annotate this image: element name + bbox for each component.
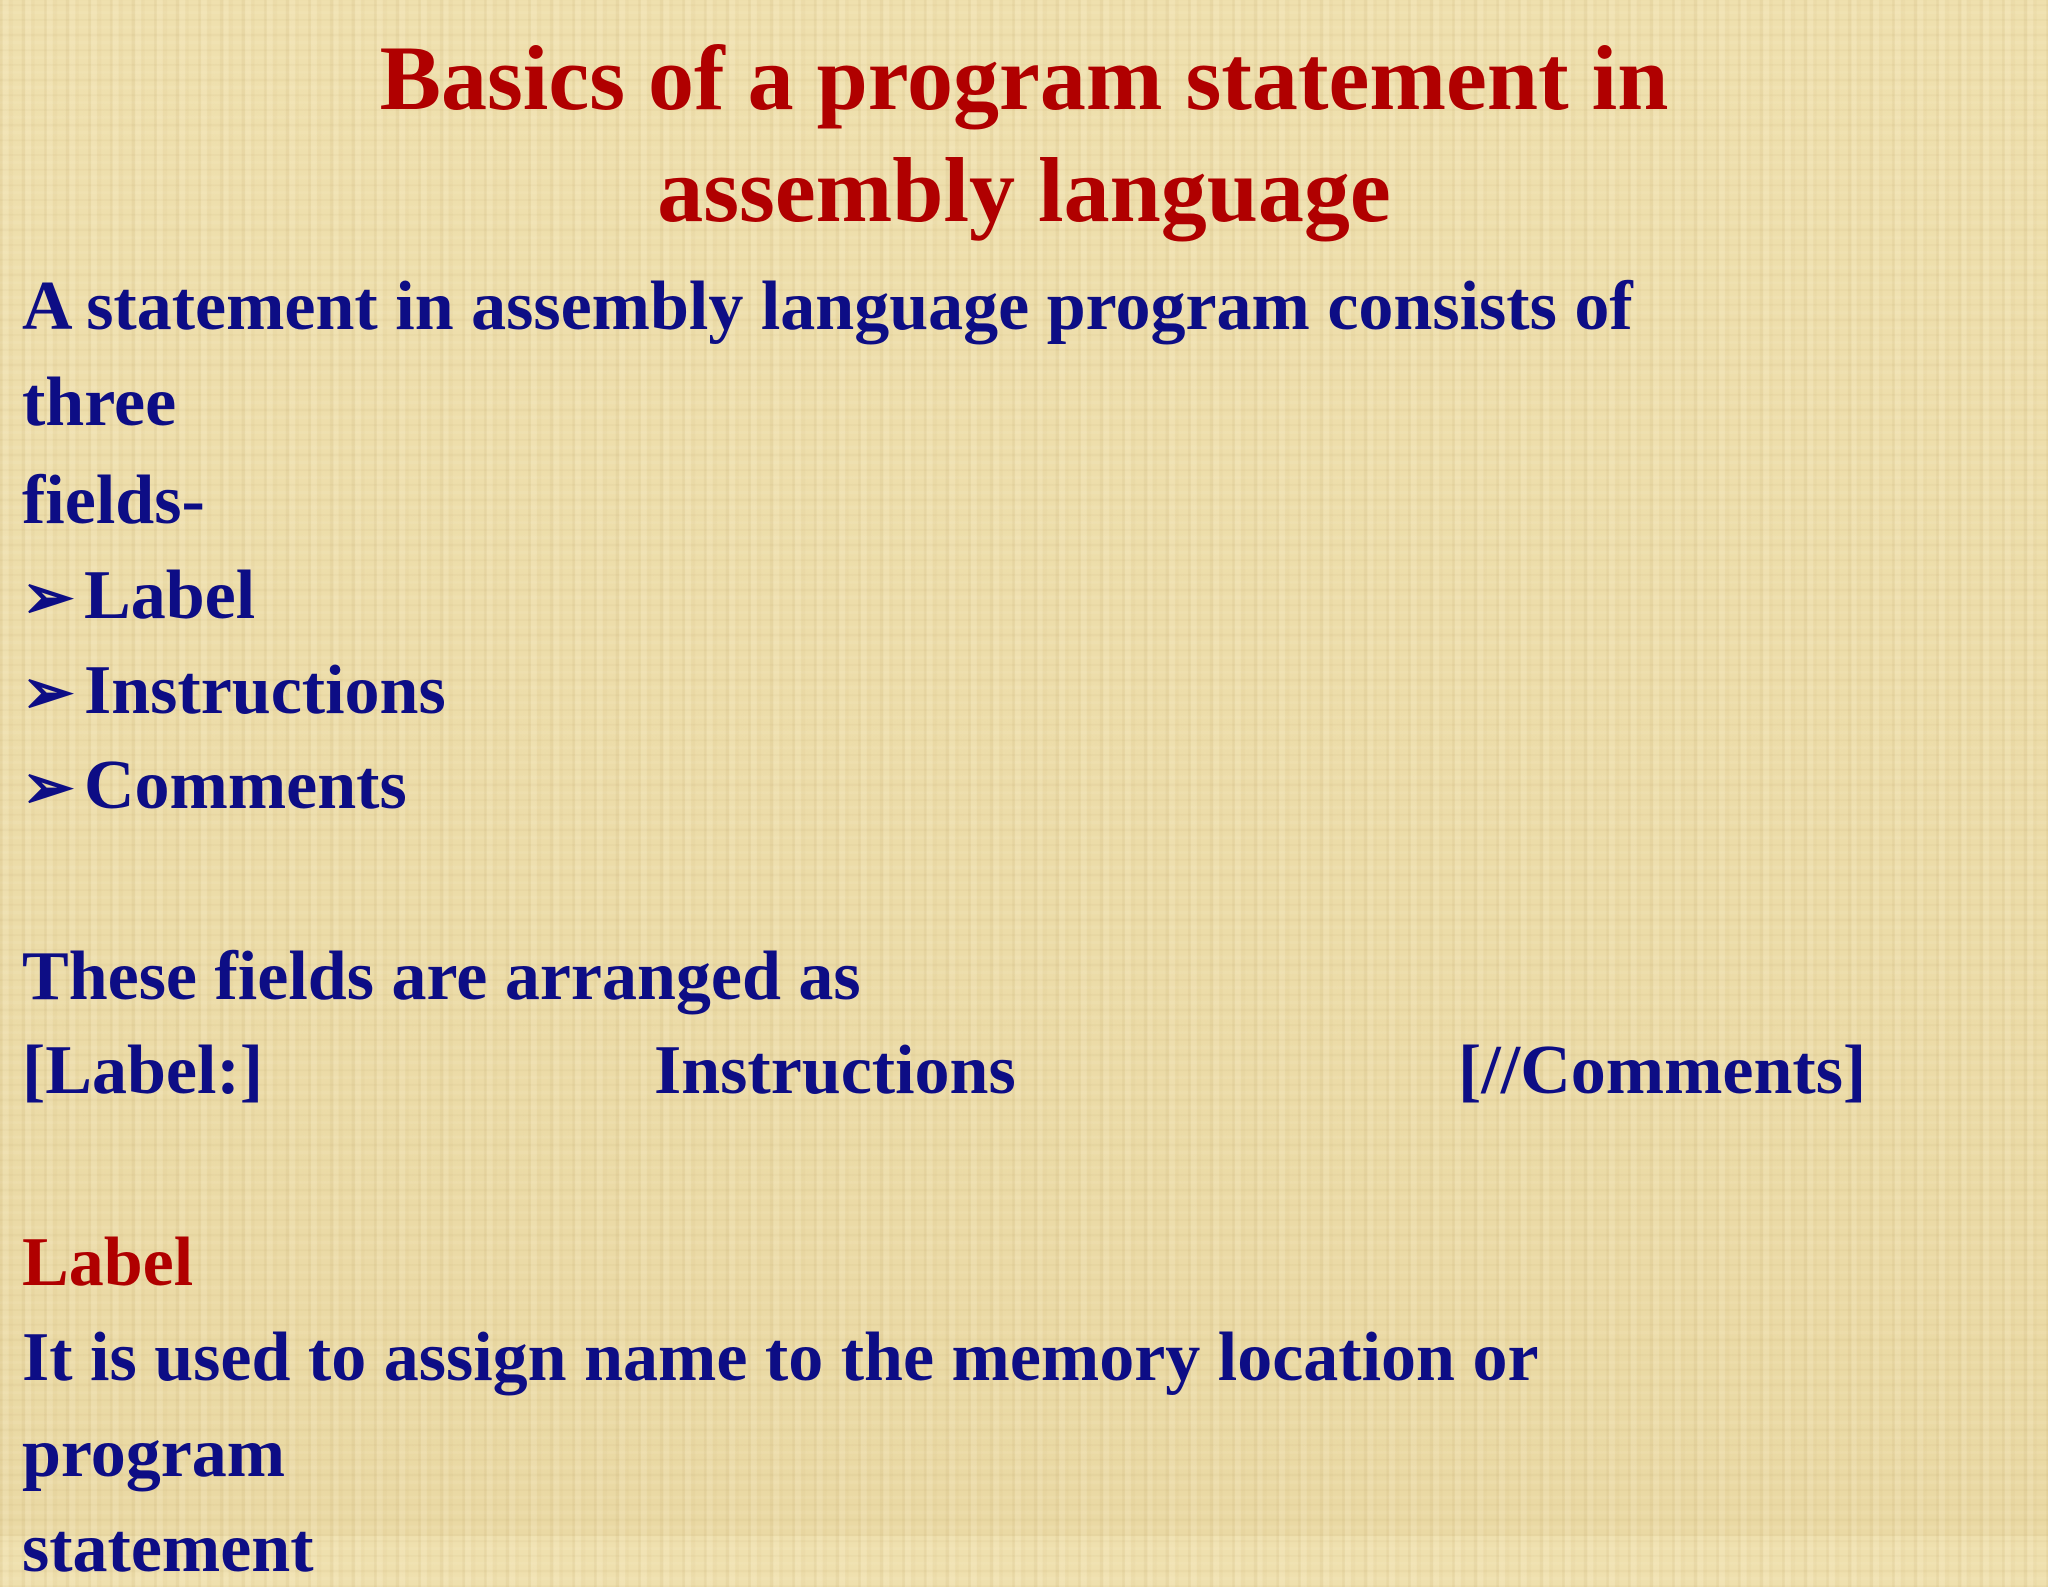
field-comments-syntax: [//Comments]: [1458, 1032, 1867, 1109]
slide-title-line-2: assembly language: [657, 139, 1391, 241]
field-label-syntax: [Label:]: [22, 1032, 264, 1109]
arrow-bullet-icon: ➢: [22, 659, 74, 727]
field-arrangement-row: [22, 1032, 1918, 1116]
slide-title: [0, 22, 2048, 246]
intro-line-1: A statement in assembly language program consists of: [22, 268, 1633, 345]
bullet-item-instructions: [22, 652, 446, 729]
arrow-bullet-icon: ➢: [22, 754, 74, 822]
intro-line-3: fields-: [22, 462, 205, 539]
label-desc-line-1: It is used to assign name to the memory location or: [22, 1319, 1539, 1396]
bullet-text: Comments: [84, 747, 407, 824]
slide-title-line-1: Basics of a program statement in: [379, 27, 1669, 129]
bullet-text: Label: [84, 557, 256, 634]
label-desc-line-2: program: [22, 1415, 286, 1492]
bullet-item-label: [22, 557, 256, 634]
label-heading: Label: [22, 1224, 194, 1301]
field-instructions-syntax: Instructions: [654, 1032, 1016, 1109]
intro-line-2: three: [22, 364, 177, 441]
bullet-item-comments: [22, 747, 407, 824]
bullet-text: Instructions: [84, 652, 446, 729]
arrow-bullet-icon: ➢: [22, 564, 74, 632]
arranged-intro: These fields are arranged as: [22, 938, 861, 1015]
label-desc-line-3: statement: [22, 1510, 314, 1587]
